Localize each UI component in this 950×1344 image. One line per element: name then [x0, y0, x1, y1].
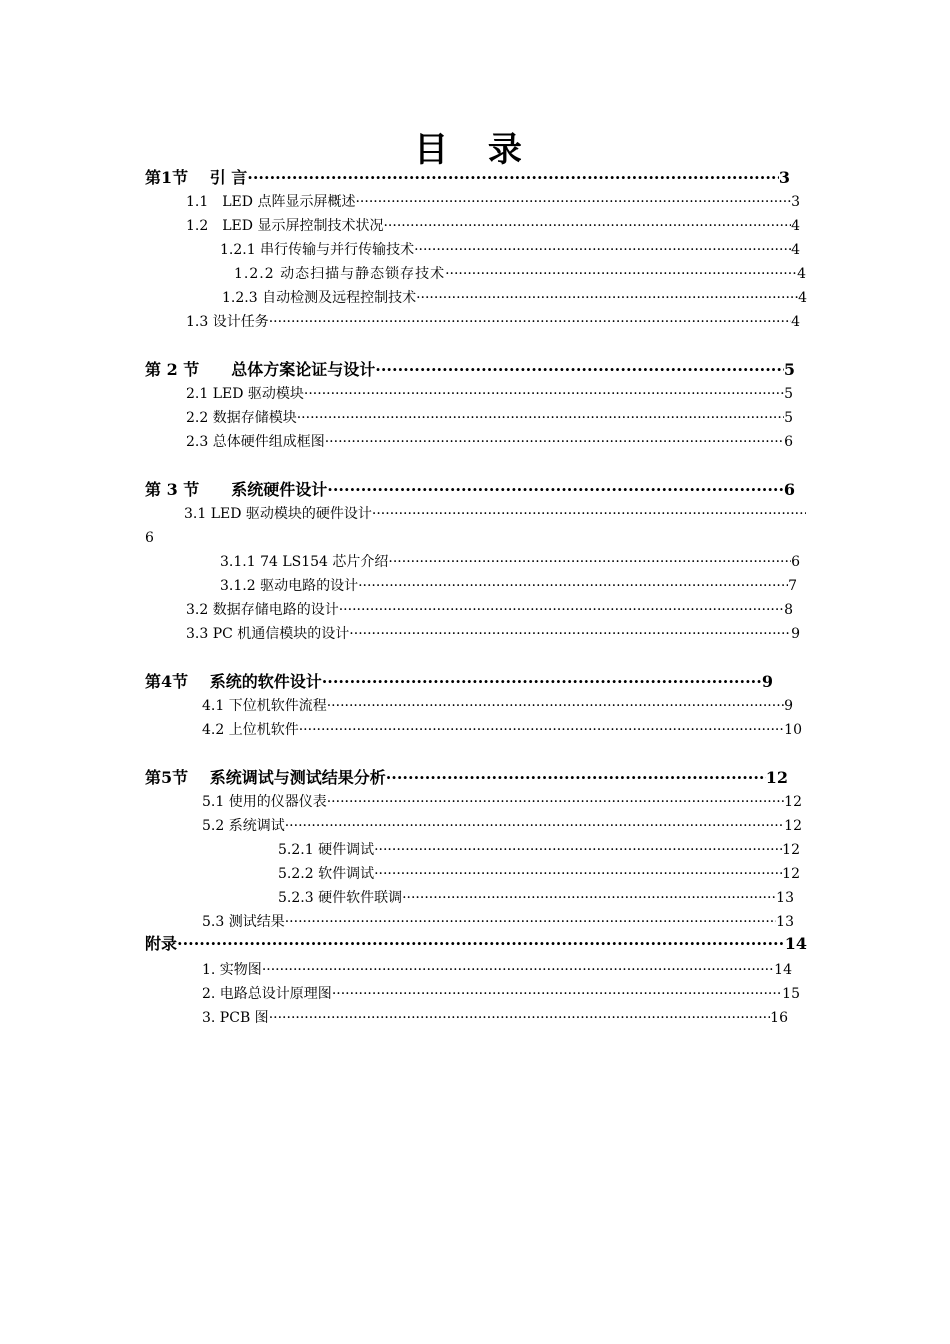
toc-entry-3-1-2[interactable] — [220, 574, 797, 598]
toc-page-number: 9 — [761, 672, 773, 691]
toc-entry-label: 1.2 LED 显示屏控制技术状况 — [186, 218, 384, 234]
toc-page-number: 5 — [784, 410, 793, 426]
toc-page-number: 14 — [784, 934, 807, 953]
toc-page-number: 12 — [782, 842, 800, 858]
dot-leader — [269, 1006, 770, 1030]
toc-entry-3-1[interactable] — [184, 502, 806, 526]
toc-entry-1-1[interactable] — [186, 190, 800, 214]
dot-leader — [304, 382, 784, 406]
dot-leader — [332, 982, 782, 1006]
dot-leader — [325, 430, 784, 454]
toc-title: 目 录 — [414, 130, 536, 170]
dot-leader — [349, 622, 791, 646]
toc-entry-1-2-3[interactable] — [222, 286, 807, 310]
dot-leader — [297, 406, 784, 430]
dot-leader — [247, 166, 779, 190]
toc-entry-1-2-1[interactable] — [220, 238, 800, 262]
toc-entry-label: 4.1 下位机软件流程 — [202, 698, 327, 714]
toc-entry-label: 1. 实物图 — [202, 962, 262, 978]
dot-leader — [383, 214, 791, 238]
toc-entry-2-1[interactable] — [186, 382, 793, 406]
toc-entry-3-3[interactable] — [186, 622, 800, 646]
dot-leader — [445, 262, 797, 286]
toc-entry-label: 2.2 数据存储模块 — [186, 410, 297, 426]
toc-entry-appendix-1[interactable] — [202, 958, 792, 982]
toc-section-4[interactable] — [145, 670, 773, 694]
dot-leader — [355, 190, 791, 214]
toc-entry-5-3[interactable] — [202, 910, 794, 934]
toc-page-number: 6 — [784, 434, 793, 450]
toc-entry-5-2-2[interactable] — [278, 862, 800, 886]
toc-page-number: 4 — [797, 266, 807, 282]
toc-page-number: 10 — [784, 722, 802, 738]
toc-page-number: 7 — [788, 578, 797, 594]
toc-entry-3-1-1[interactable] — [220, 550, 800, 574]
toc-page-number: 16 — [770, 1010, 788, 1026]
dot-leader — [299, 718, 784, 742]
dot-leader — [269, 310, 791, 334]
toc-page-number: 4 — [791, 314, 800, 330]
toc-appendix[interactable] — [145, 932, 807, 956]
toc-page-number: 3 — [791, 194, 800, 210]
toc-page-number: 15 — [782, 986, 800, 1002]
toc-page-number: 12 — [784, 818, 802, 834]
dot-leader — [374, 838, 782, 862]
toc-page-number: 5 — [783, 360, 795, 379]
toc-entry-5-1[interactable] — [202, 790, 802, 814]
toc-entry-5-2[interactable] — [202, 814, 802, 838]
toc-entry-label: 2.3 总体硬件组成框图 — [186, 434, 325, 450]
toc-page-number: 9 — [784, 698, 793, 714]
toc-section-label: 第4节 系统的软件设计 — [145, 672, 322, 691]
toc-entry-4-1[interactable] — [202, 694, 793, 718]
dot-leader — [322, 670, 762, 694]
dot-leader — [327, 790, 784, 814]
toc-section-2[interactable] — [145, 358, 795, 382]
toc-page-number: 13 — [776, 890, 794, 906]
toc-page-number: 12 — [765, 768, 788, 787]
toc-page-number: 12 — [784, 794, 802, 810]
toc-section-label: 第5节 系统调试与测试结果分析 — [145, 768, 386, 787]
toc-entry-1-2-2[interactable] — [234, 262, 807, 286]
toc-section-3[interactable] — [145, 478, 795, 502]
toc-section-label: 第 3 节 系统硬件设计 — [145, 480, 328, 499]
toc-entry-label: 5.2.1 硬件调试 — [278, 842, 375, 858]
toc-section-label: 第1节 引 言 — [145, 168, 248, 187]
dot-leader — [177, 932, 785, 956]
toc-entry-4-2[interactable] — [202, 718, 802, 742]
dot-leader — [262, 958, 774, 982]
toc-entry-label: 3. PCB 图 — [202, 1010, 269, 1026]
toc-section-label: 第 2 节 总体方案论证与设计 — [145, 360, 376, 379]
toc-page-number: 3 — [778, 168, 790, 187]
toc-entry-appendix-3[interactable] — [202, 1006, 788, 1030]
toc-page-number: 4 — [798, 290, 807, 306]
dot-leader — [327, 694, 784, 718]
toc-entry-1-3[interactable] — [186, 310, 800, 334]
toc-page-number: 12 — [782, 866, 800, 882]
toc-entry-label: 5.2 系统调试 — [202, 818, 285, 834]
toc-page-number: 4 — [791, 242, 800, 258]
toc-section-1[interactable] — [145, 166, 790, 190]
toc-entry-5-2-1[interactable] — [278, 838, 800, 862]
toc-entry-2-3[interactable] — [186, 430, 793, 454]
toc-entry-label: 1.1 LED 点阵显示屏概述 — [186, 194, 356, 210]
dot-leader — [402, 886, 776, 910]
toc-entry-3-2[interactable] — [186, 598, 793, 622]
dot-leader — [285, 910, 776, 934]
toc-page-number-wrapped: 6 — [145, 530, 154, 546]
toc-page-number: 4 — [791, 218, 800, 234]
toc-entry-label: 5.3 测试结果 — [202, 914, 285, 930]
dot-leader — [374, 862, 782, 886]
toc-entry-label: 1.3 设计任务 — [186, 314, 269, 330]
toc-page-number: 6 — [783, 480, 795, 499]
toc-entry-appendix-2[interactable] — [202, 982, 800, 1006]
toc-page-number: 6 — [791, 554, 800, 570]
toc-entry-label: 3.1.2 驱动电路的设计 — [220, 578, 359, 594]
toc-entry-label: 1.2.2 动态扫描与静态锁存技术 — [234, 266, 446, 282]
toc-page-number: 9 — [791, 626, 800, 642]
toc-entry-label: 1.2.1 串行传输与并行传输技术 — [220, 242, 415, 258]
toc-entry-2-2[interactable] — [186, 406, 793, 430]
dot-leader — [386, 766, 766, 790]
toc-entry-1-2[interactable] — [186, 214, 800, 238]
toc-page-number: 5 — [784, 386, 793, 402]
dot-leader — [372, 502, 806, 526]
toc-section-label: 附录 — [145, 934, 178, 953]
dot-leader — [339, 598, 784, 622]
toc-page-number: 14 — [774, 962, 792, 978]
toc-entry-label: 2. 电路总设计原理图 — [202, 986, 332, 1002]
dot-leader — [416, 286, 798, 310]
toc-entry-label: 5.2.2 软件调试 — [278, 866, 375, 882]
toc-entry-label: 3.3 PC 机通信模块的设计 — [186, 626, 350, 642]
dot-leader — [327, 478, 784, 502]
dot-leader — [285, 814, 784, 838]
dot-leader — [358, 574, 788, 598]
toc-entry-label: 5.2.3 硬件软件联调 — [278, 890, 403, 906]
toc-entry-label: 5.1 使用的仪器仪表 — [202, 794, 327, 810]
toc-page-number: 8 — [784, 602, 793, 618]
toc-entry-label: 2.1 LED 驱动模块 — [186, 386, 304, 402]
toc-page-number: 13 — [776, 914, 794, 930]
toc-entry-label: 3.2 数据存储电路的设计 — [186, 602, 339, 618]
dot-leader — [414, 238, 791, 262]
toc-entry-label: 1.2.3 自动检测及远程控制技术 — [222, 290, 417, 306]
dot-leader — [388, 550, 791, 574]
dot-leader — [375, 358, 784, 382]
toc-entry-label: 4.2 上位机软件 — [202, 722, 299, 738]
toc-entry-label: 3.1 LED 驱动模块的硬件设计 — [184, 506, 372, 522]
toc-entry-5-2-3[interactable] — [278, 886, 794, 910]
toc-section-5[interactable] — [145, 766, 788, 790]
toc-entry-label: 3.1.1 74 LS154 芯片介绍 — [220, 554, 389, 570]
